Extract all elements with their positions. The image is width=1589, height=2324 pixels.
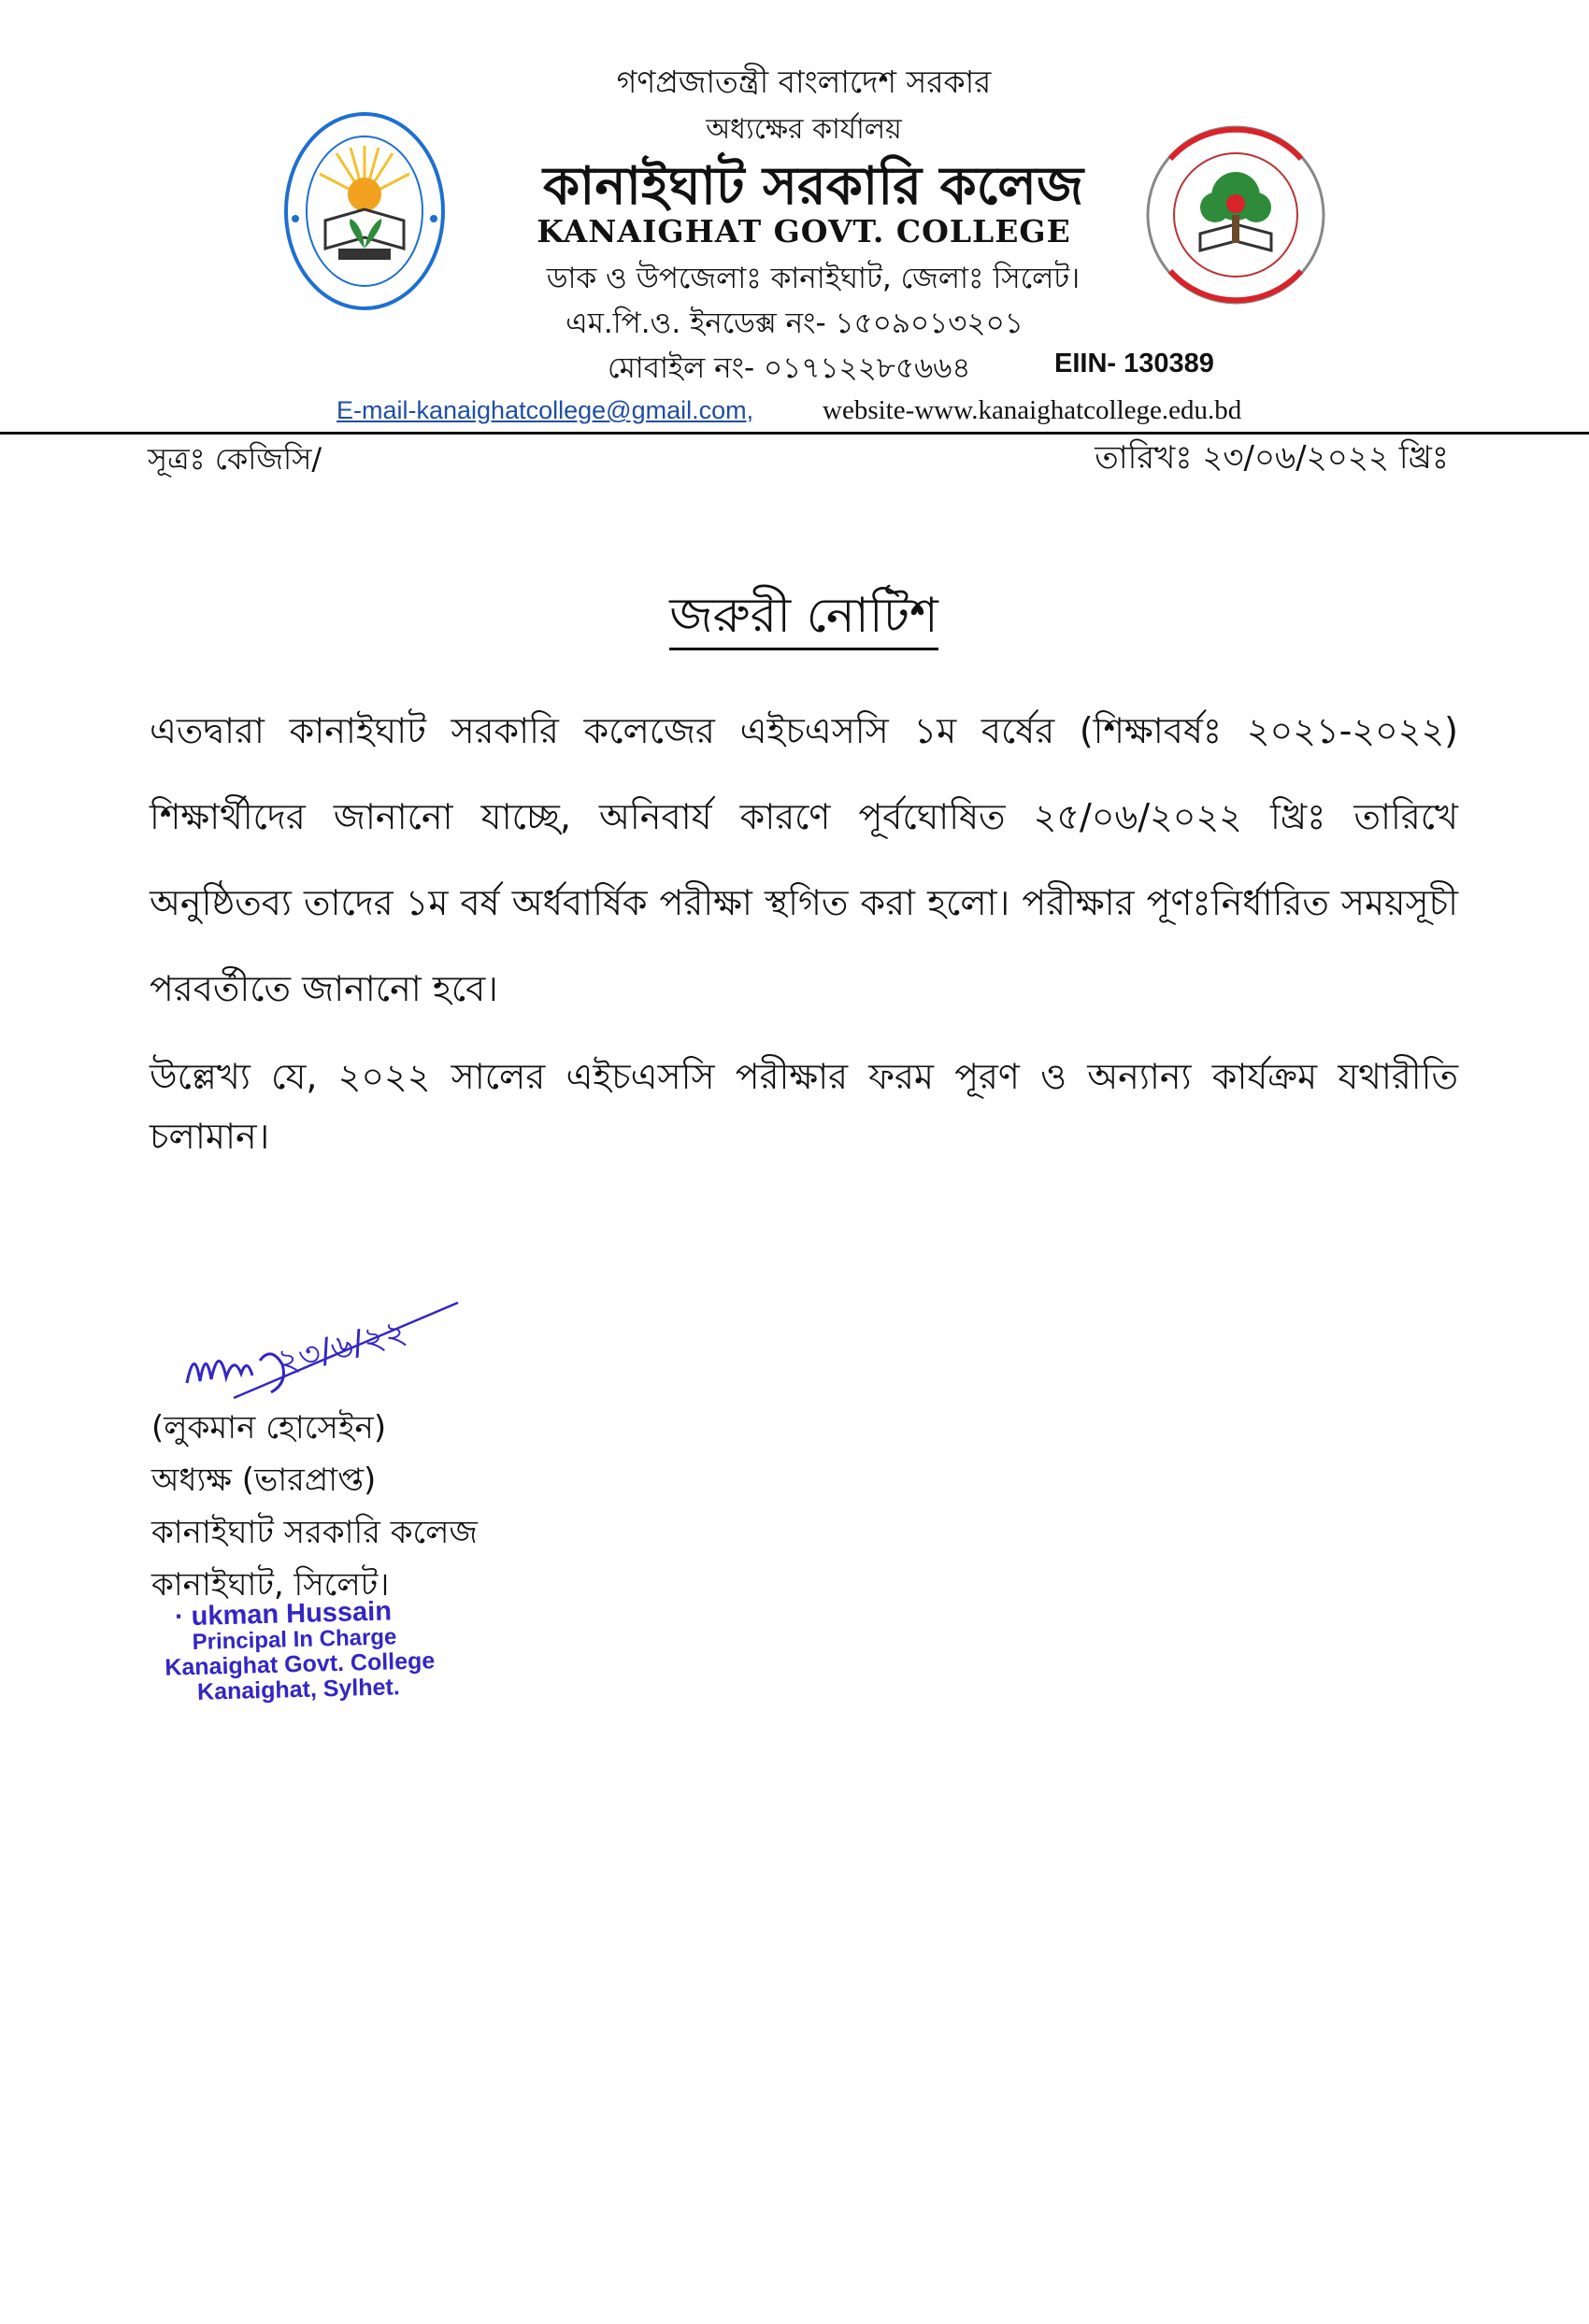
- website-link[interactable]: website-www.kanaighatcollege.edu.bd: [823, 395, 1242, 425]
- mpo-index: এম.পি.ও. ইনডেক্স নং- ১৫০৯০১৩২০১: [565, 307, 1024, 340]
- college-name-english: KANAIGHAT GOVT. COLLEGE: [537, 213, 1071, 250]
- notice-title: [561, 577, 1047, 659]
- stamp-line-2: Principal In Charge: [192, 1624, 397, 1655]
- notice-title-text: জরুরী নোটিশ: [669, 588, 938, 650]
- email-link[interactable]: E-mail-kanaighatcollege@gmail.com,: [336, 396, 754, 424]
- stamp-line-4: Kanaighat, Sylhet.: [196, 1674, 401, 1705]
- eiin-number: EIIN- 130389: [1054, 349, 1214, 378]
- principal-stamp: [164, 1598, 437, 1706]
- handwritten-signature: [178, 1290, 477, 1420]
- signature-date: ২৩/৬/২২: [273, 1312, 411, 1382]
- signatory-designation: অধ্যক্ষ (ভারপ্রাপ্ত): [151, 1461, 377, 1499]
- college-logo-left: [280, 108, 449, 314]
- mobile-number: মোবাইল নং- ০১৭১২২৮৫৬৬৪: [608, 351, 971, 385]
- stamp-line-3: Kanaighat Govt. College: [165, 1647, 436, 1681]
- stamp-line-1: · ukman Hussain: [174, 1596, 393, 1633]
- government-heading: গণপ্রজাতন্ত্রী বাংলাদেশ সরকার: [616, 64, 992, 100]
- notice-date: তারিখঃ ২৩/০৬/২০২২ খ্রিঃ: [1095, 439, 1449, 477]
- college-address: ডাক ও উপজেলাঃ কানাইঘাট, জেলাঃ সিলেট।: [546, 262, 1081, 295]
- signatory-name: (লুকমান হোসেইন): [151, 1409, 387, 1447]
- signatory-institution: কানাইঘাট সরকারি কলেজ: [151, 1514, 478, 1551]
- signatory-location: কানাইঘাট, সিলেট।: [151, 1566, 390, 1604]
- college-name-bengali: কানাইঘাট সরকারি কলেজ: [542, 156, 1084, 217]
- reference-number: সূত্রঃ কেজিসি/: [148, 441, 322, 477]
- notice-paragraph-1: এতদ্বারা কানাইঘাট সরকারি কলেজের এইচএসসি ১ম বর্ষের (শিক্ষাবর্ষঃ ২০২১-২০২২) শিক্ষার্থীদের জানানো যাচ্ছে, অনিবার্য কারণে পূর্বঘোষিত ২৫/০৬/২০২২ খ্রিঃ তারিখে অনুষ্ঠিতব্য তাদের ১ম বর্ষ অর্ধবার্ষিক পরীক্ষা স্থগিত করা হলো। পরীক্ষার পূণঃনির্ধারিত সময়সূচী পরবর্তীতে জানানো হবে।: [150, 710, 1458, 1009]
- slogan-logo-right: [1142, 121, 1329, 308]
- notice-paragraph-2: উল্লেখ্য যে, ২০২২ সালের এইচএসসি পরীক্ষার ফরম পূরণ ও অন্যান্য কার্যক্রম যথারীতি চলামান।: [150, 1056, 1458, 1157]
- signatory-block: [151, 1402, 478, 1611]
- office-heading: অধ্যক্ষের কার্যালয়: [706, 113, 902, 146]
